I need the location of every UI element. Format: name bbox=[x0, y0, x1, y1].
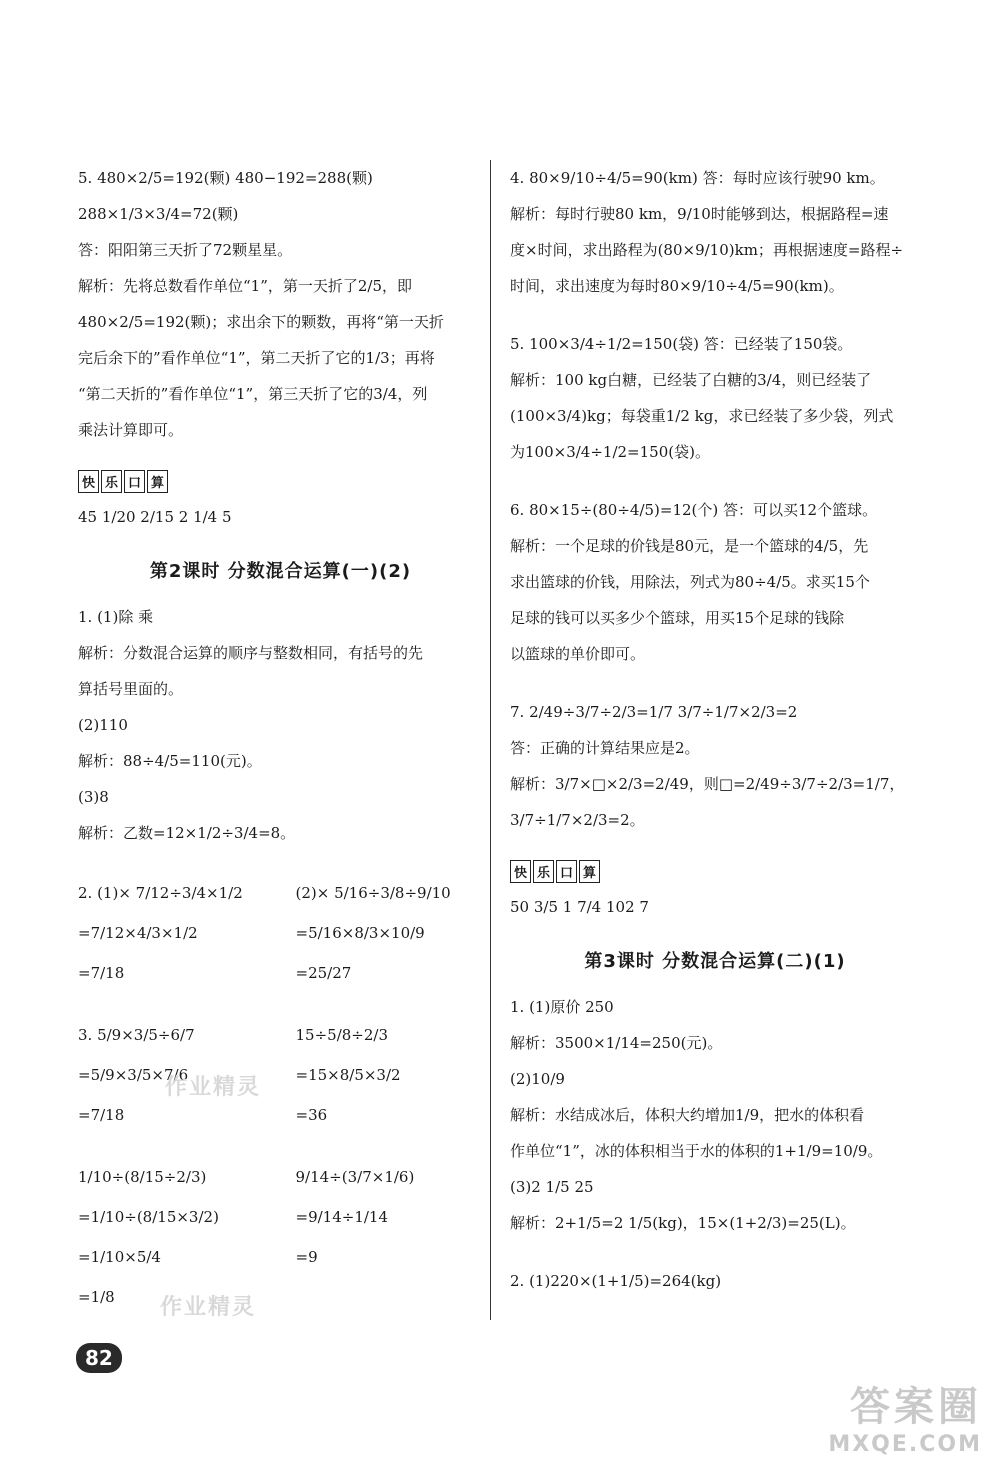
q2b-line-2: =5/16×8/3×10/9 bbox=[295, 924, 425, 942]
kuaile-kousuan-label bbox=[78, 470, 483, 493]
r1-line-7: 解析：2+1/5=2 1/5(kg)，15×(1+2/3)=25(L)。 bbox=[510, 1214, 856, 1232]
q2b-line-1: (2)× 5/16÷3/8÷9/10 bbox=[295, 884, 451, 902]
r1-line-2: 解析：3500×1/14=250(元)。 bbox=[510, 1034, 723, 1052]
q2b-line-3: =25/27 bbox=[295, 964, 352, 982]
question-3-left-bottom bbox=[78, 1157, 483, 1317]
q3b-line-2: =15×8/5×3/2 bbox=[295, 1066, 401, 1084]
q2-part-2 bbox=[296, 873, 484, 993]
r5-line-1: 5. 100×3/4÷1/2=150(袋) 答：已经装了150袋。 bbox=[510, 335, 853, 353]
q5-line-6: 完后余下的”看作单位“1”，第二天折了它的1/3；再将 bbox=[78, 349, 435, 367]
page-number: 82 bbox=[76, 1343, 122, 1373]
question-2-left bbox=[78, 873, 483, 993]
tag-char: 口 bbox=[556, 860, 577, 883]
q4-line-2: 解析：每时行驶80 km，9/10时能够到达，根据路程=速 bbox=[510, 205, 889, 223]
question-2-right bbox=[510, 1263, 920, 1299]
question-3-left-top bbox=[78, 1015, 483, 1135]
lesson-3-heading: 第3课时 分数混合运算(二)(1) bbox=[584, 951, 846, 972]
q3a-line-3: =7/18 bbox=[78, 1106, 125, 1124]
question-1-left bbox=[78, 599, 483, 851]
q3a-line-1: 3. 5/9×3/5÷6/7 bbox=[78, 1026, 195, 1044]
site-watermark-url: MXQE.COM bbox=[828, 1432, 982, 1457]
kuaile-kousuan-label-right bbox=[510, 860, 920, 883]
q5-line-4: 解析：先将总数看作单位“1”，第一天折了2/5，即 bbox=[78, 277, 413, 295]
tag-char: 快 bbox=[78, 470, 99, 493]
q7-line-2: 答：正确的计算结果应是2。 bbox=[510, 739, 700, 757]
q1-line-1: 1. (1)除 乘 bbox=[78, 608, 154, 626]
q3d-line-3: =9 bbox=[295, 1248, 318, 1266]
q3d-line-2: =9/14÷1/14 bbox=[295, 1208, 389, 1226]
tag-char: 快 bbox=[510, 860, 531, 883]
r1-line-4: 解析：水结成冰后，体积大约增加1/9，把水的体积看 bbox=[510, 1106, 865, 1124]
q3c-line-3: =1/10×5/4 bbox=[78, 1248, 161, 1266]
question-6-right bbox=[510, 492, 920, 672]
r1-line-6: (3)2 1/5 25 bbox=[510, 1178, 594, 1196]
tag-char: 乐 bbox=[101, 470, 122, 493]
kuaile-answers: 45 1/20 2/15 2 1/4 5 bbox=[78, 508, 232, 526]
watermark-text: 作业精灵 bbox=[160, 1295, 257, 1320]
q3c-line-1: 1/10÷(8/15÷2/3) bbox=[78, 1168, 207, 1186]
q3c-line-2: =1/10÷(8/15×3/2) bbox=[78, 1208, 219, 1226]
r5-line-2: 解析：100 kg白糖，已经装了白糖的3/4，则已经装了 bbox=[510, 371, 872, 389]
q7-line-1: 7. 2/49÷3/7÷2/3=1/7 3/7÷1/7×2/3=2 bbox=[510, 703, 798, 721]
q5-line-5: 480×2/5=192(颗)；求出余下的颗数，再将“第一天折 bbox=[78, 313, 444, 331]
lesson-2-heading: 第2课时 分数混合运算(一)(2) bbox=[149, 561, 412, 582]
q4-line-4: 时间，求出速度为每时80×9/10÷4/5=90(km)。 bbox=[510, 277, 844, 295]
site-watermark bbox=[828, 1375, 982, 1457]
q5-line-2: 288×1/3×3/4=72(颗) bbox=[78, 205, 239, 223]
q4-line-1: 4. 80×9/10÷4/5=90(km) 答：每时应该行驶90 km。 bbox=[510, 169, 885, 187]
q4-line-3: 度×时间，求出路程为(80×9/10)km；再根据速度=路程÷ bbox=[510, 241, 904, 259]
r5-line-4: 为100×3/4÷1/2=150(袋)。 bbox=[510, 443, 710, 461]
q3b-line-1: 15÷5/8÷2/3 bbox=[295, 1026, 389, 1044]
q7-line-4: 3/7÷1/7×2/3=2。 bbox=[510, 811, 645, 829]
tag-char: 算 bbox=[579, 860, 600, 883]
q3d-line-1: 9/14÷(3/7×1/6) bbox=[295, 1168, 415, 1186]
q5-line-1: 5. 480×2/5=192(颗) 480−192=288(颗) bbox=[78, 169, 373, 187]
q1-line-4: (2)110 bbox=[78, 716, 128, 734]
r1-line-1: 1. (1)原价 250 bbox=[510, 998, 614, 1016]
q3c-line-4: =1/8 bbox=[78, 1288, 115, 1306]
q2a-line-2: =7/12×4/3×1/2 bbox=[78, 924, 198, 942]
question-5-right bbox=[510, 326, 920, 470]
right-column bbox=[510, 160, 920, 1321]
r1-line-3: (2)10/9 bbox=[510, 1070, 565, 1088]
tag-char: 口 bbox=[124, 470, 145, 493]
q1-line-3: 算括号里面的。 bbox=[78, 680, 184, 698]
q7-line-3: 解析：3/7×□×2/3=2/49，则□=2/49÷3/7÷2/3=1/7， bbox=[510, 775, 905, 793]
q6-line-2: 解析：一个足球的价钱是80元，是一个篮球的4/5，先 bbox=[510, 537, 869, 555]
q6-line-4: 足球的钱可以买多少个篮球，用买15个足球的钱除 bbox=[510, 609, 845, 627]
tag-char: 乐 bbox=[533, 860, 554, 883]
r1-line-5: 作单位“1”，冰的体积相当于水的体积的1+1/9=10/9。 bbox=[510, 1142, 883, 1160]
r2-line-1: 2. (1)220×(1+1/5)=264(kg) bbox=[510, 1272, 722, 1290]
q1-line-7: 解析：乙数=12×1/2÷3/4=8。 bbox=[78, 824, 296, 842]
q6-line-5: 以篮球的单价即可。 bbox=[510, 645, 646, 663]
left-column bbox=[78, 160, 483, 1339]
kuaile-answers-right: 50 3/5 1 7/4 102 7 bbox=[510, 898, 649, 916]
q5-line-7: “第二天折的”看作单位“1”，第三天折了它的3/4，列 bbox=[78, 385, 428, 403]
q3-part-b bbox=[296, 1015, 484, 1135]
q3a-line-2: =5/9×3/5×7/6 bbox=[78, 1066, 189, 1084]
watermark-text: 作业精灵 bbox=[165, 1075, 262, 1100]
tag-char: 算 bbox=[147, 470, 168, 493]
question-5-left bbox=[78, 160, 483, 448]
q5-line-8: 乘法计算即可。 bbox=[78, 421, 184, 439]
r5-line-3: (100×3/4)kg；每袋重1/2 kg，求已经装了多少袋，列式 bbox=[510, 407, 894, 425]
question-4-right bbox=[510, 160, 920, 304]
q5-line-3: 答：阳阳第三天折了72颗星星。 bbox=[78, 241, 293, 259]
q2-part-1 bbox=[78, 873, 266, 993]
question-1-right bbox=[510, 989, 920, 1241]
column-divider bbox=[490, 160, 491, 1320]
q6-line-3: 求出篮球的价钱，用除法，列式为80÷4/5。求买15个 bbox=[510, 573, 870, 591]
q1-line-5: 解析：88÷4/5=110(元)。 bbox=[78, 752, 262, 770]
q3b-line-3: =36 bbox=[295, 1106, 328, 1124]
q6-line-1: 6. 80×15÷(80÷4/5)=12(个) 答：可以买12个篮球。 bbox=[510, 501, 878, 519]
question-7-right bbox=[510, 694, 920, 838]
q3-part-d bbox=[296, 1157, 484, 1317]
site-watermark-title: 答案圈 bbox=[850, 1384, 982, 1430]
q1-line-2: 解析：分数混合运算的顺序与整数相同，有括号的先 bbox=[78, 644, 424, 662]
q2a-line-3: =7/18 bbox=[78, 964, 125, 982]
q2a-line-1: 2. (1)× 7/12÷3/4×1/2 bbox=[78, 884, 243, 902]
q1-line-6: (3)8 bbox=[78, 788, 109, 806]
